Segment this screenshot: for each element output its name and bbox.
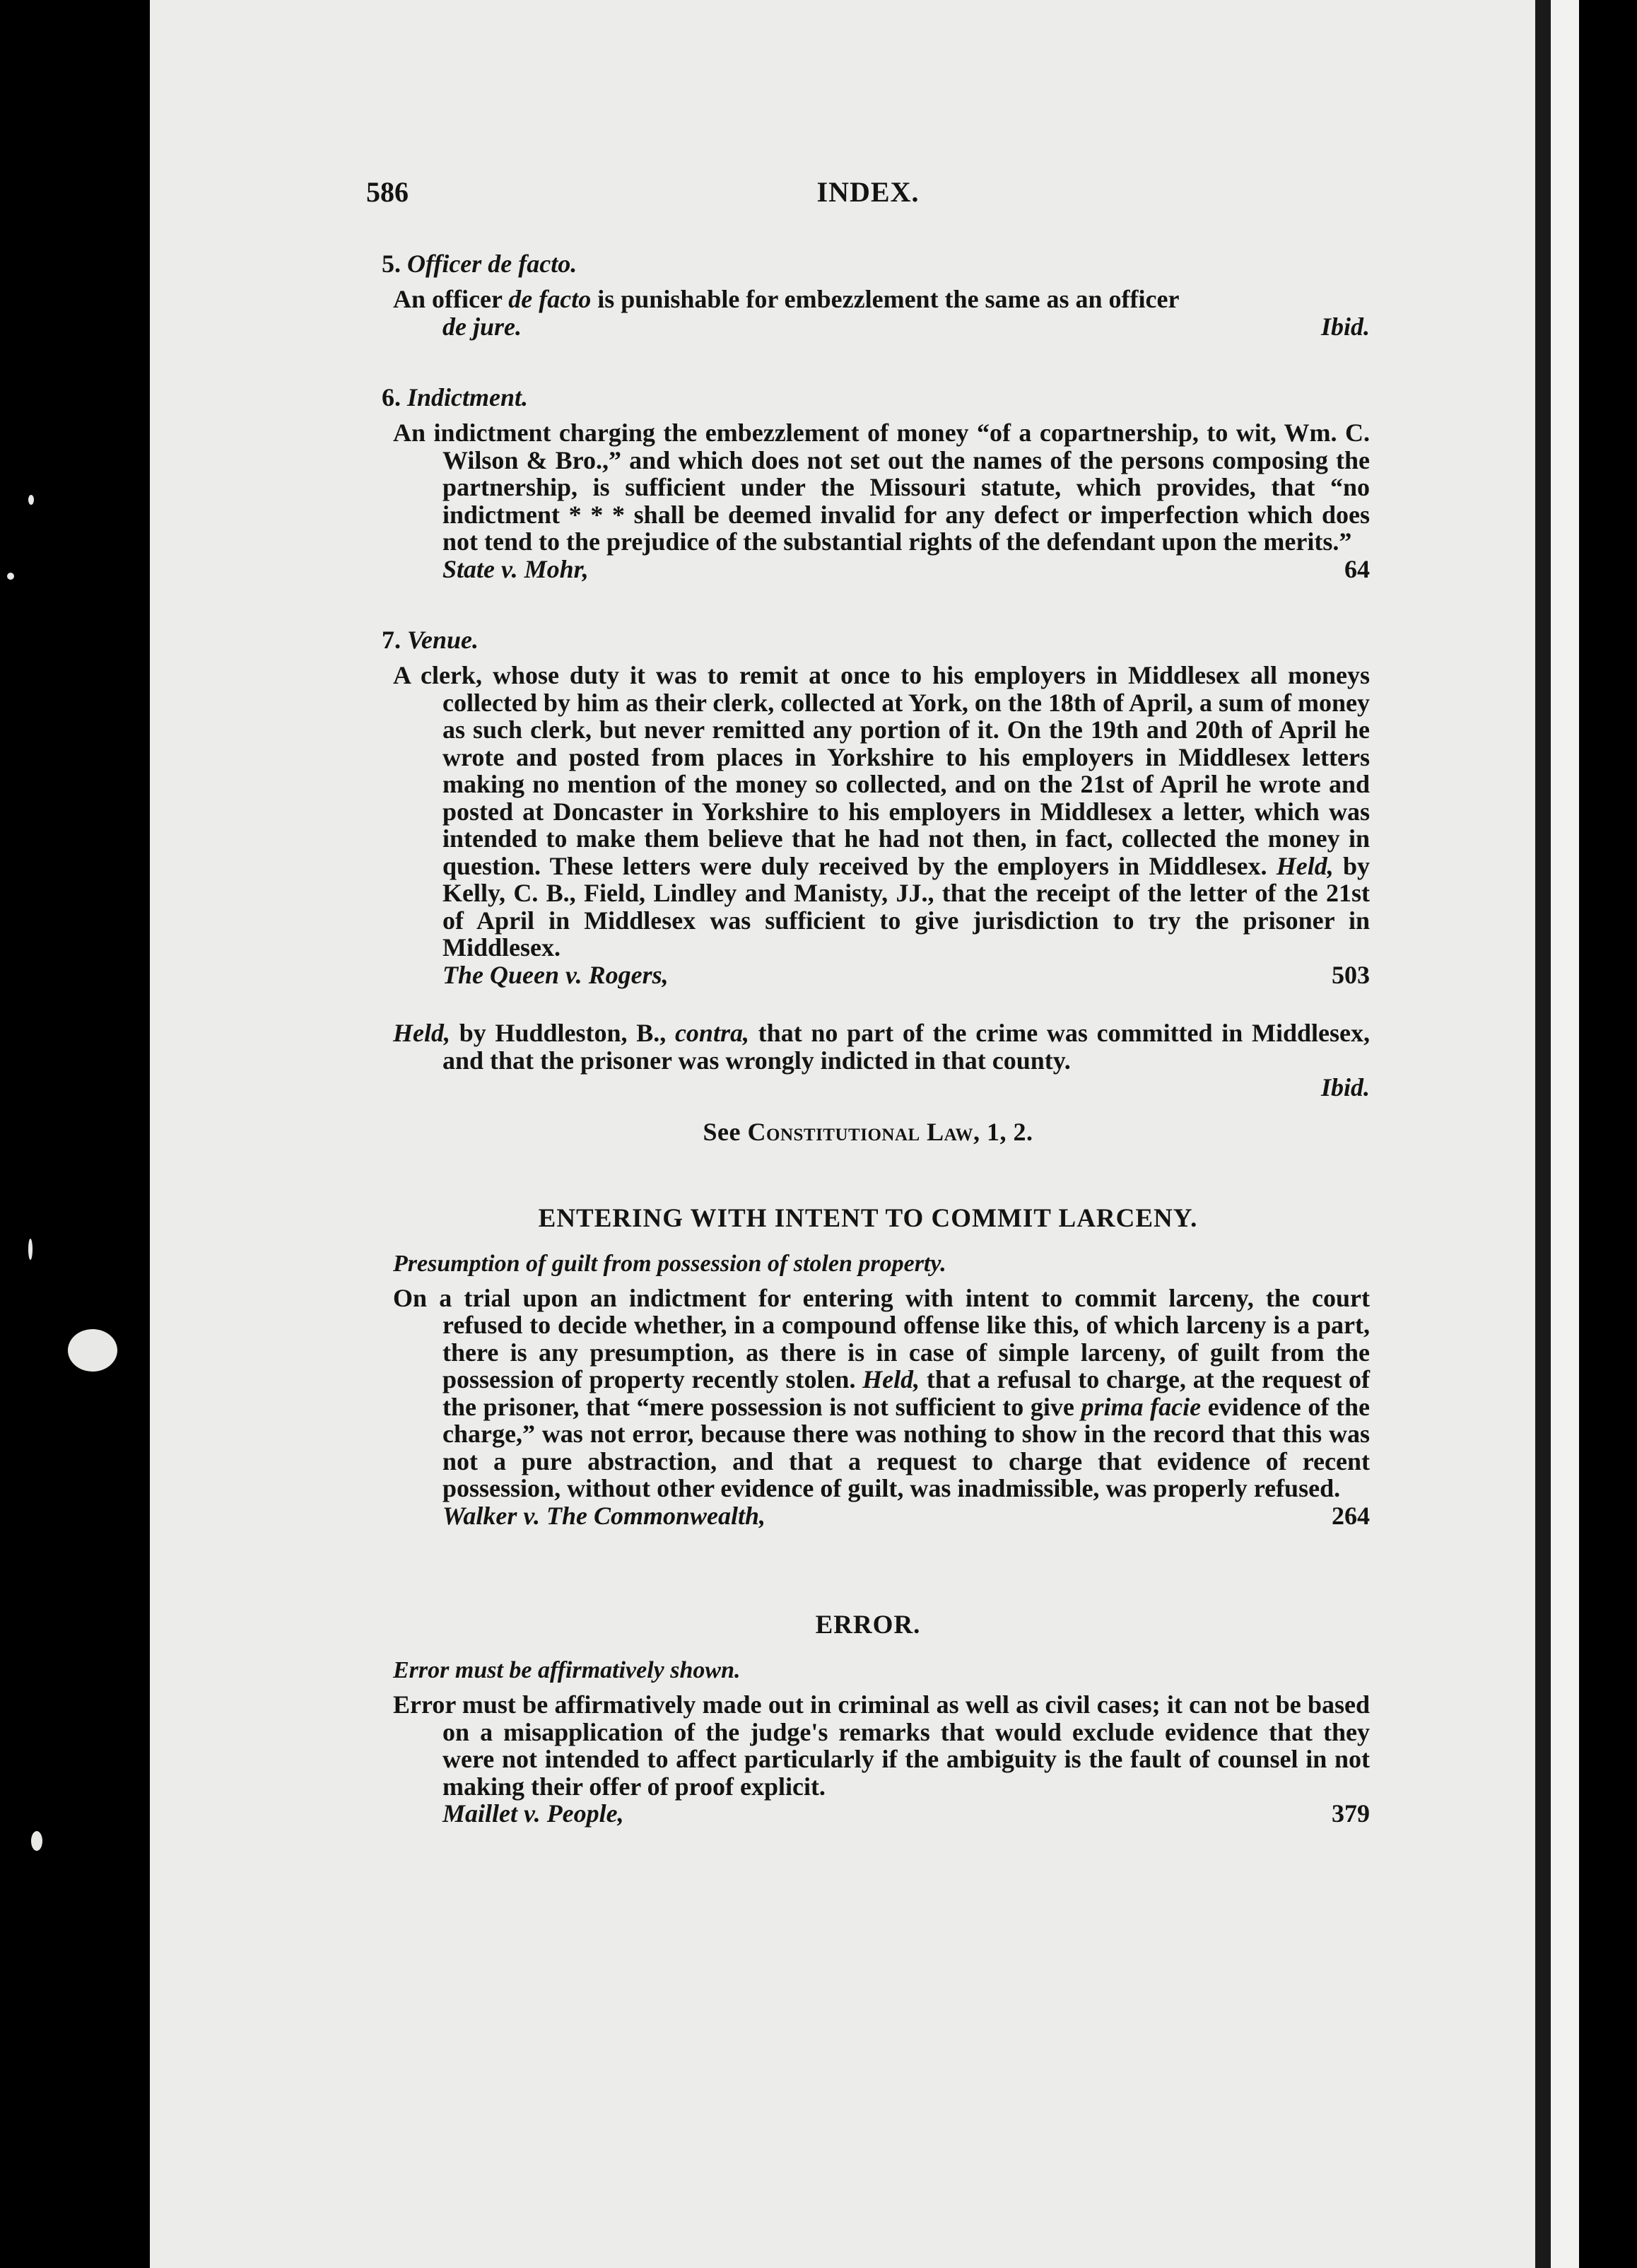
subhead-number: 5. [382, 250, 401, 278]
see-numbers: , 1, 2. [973, 1117, 1033, 1146]
entry-italic: Held, [1276, 851, 1334, 880]
subhead-number: 6. [382, 383, 401, 411]
case-page-ref: 503 [1332, 960, 1370, 989]
subhead-number: 7. [382, 626, 401, 654]
case-page-ref: 379 [1332, 1799, 1370, 1828]
entry-text: that no part of the crime was committed in Middlesex, and that the prisoner was wrongly indicted in that county. [442, 1019, 1370, 1075]
subhead-venue [366, 625, 1370, 655]
index-content [366, 249, 1370, 1828]
case-name: Walker v. The Commonwealth, [442, 1501, 766, 1530]
entry-text: Error must be affirmatively made out in criminal as well as civil cases; it can not be based on a misapplication of the judge's remarks that would exclude evidence that they were not intended to affect particularly if the ambiguity is the fault of counsel in not making their offer of proof explicit. [393, 1690, 1370, 1801]
subhead-title: Officer de facto. [407, 250, 577, 278]
section-title-error: ERROR. [815, 1611, 921, 1639]
scan-speck [7, 573, 14, 580]
scan-speck [68, 1329, 117, 1372]
page-number: 586 [366, 176, 409, 208]
entry-text: On a trial upon an indictment for entering with intent to commit larceny, the court refused to decide whether, in a compound offense like this, of which larceny is a part, there is any presumption, as there is in case of simple larceny, of guilt from the possession of property recently stolen. [393, 1283, 1370, 1393]
entry-text: that a refusal to charge, at the request of the prisoner, that “mere possession is not sufficient to give [442, 1365, 1371, 1421]
case-name: The Queen v. Rogers, [442, 960, 669, 989]
see-target: Constitutional Law [747, 1117, 973, 1146]
scan-speck [31, 1831, 42, 1851]
page-gutter-shadow [1535, 0, 1551, 2268]
index-entry [366, 1691, 1370, 1828]
running-head [366, 175, 1370, 218]
subhead-officer-de-facto [366, 249, 1370, 279]
case-page-ref: 64 [1344, 554, 1370, 583]
subhead-indictment [366, 382, 1370, 412]
entry-text: An officer [393, 285, 509, 313]
scan-speck [28, 1239, 33, 1260]
entry-italic: Held, [393, 1019, 450, 1047]
entry-text: by Huddleston, B., [450, 1019, 675, 1047]
case-name: State v. Mohr, [442, 554, 589, 583]
entry-text: is punishable for embezzlement the same as an officer [591, 285, 1180, 313]
entry-text: A clerk, whose duty it was to remit at once to his employers in Middlesex all moneys collected by him as their clerk, collected at York, on the 18th of April, a sum of money as such clerk, but never remitted any portion of it. On the 19th and 20th of April he wrote and posted from places in Yorkshire to his employers in Middlesex letters making no mention of the money so collected, and on the 21st of April he wrote and posted at Doncaster in Yorkshire to his employers in Middlesex a letter, which was intended to make them believe that he had not then, in fact, collected the money in question. These letters were duly received by the employers in Middlesex. [393, 661, 1370, 880]
entry-italic: de jure. [442, 312, 522, 341]
index-entry [366, 662, 1370, 988]
entry-text: by Kelly, C. B., Field, Lindley and Manisty, JJ., that the receipt of the letter of the 21st of April in Middlesex was sufficient to give jurisdiction to try the prisoner in Middlesex. [442, 851, 1370, 961]
index-entry [366, 1285, 1370, 1530]
index-entry [366, 286, 1370, 340]
case-page-ref: 264 [1332, 1501, 1370, 1530]
page-header: INDEX. [816, 176, 920, 208]
subhead-title: Venue. [407, 626, 479, 654]
entry-italic: contra, [674, 1019, 749, 1047]
subhead-title: Indictment. [407, 383, 529, 411]
entry-italic: Held, [862, 1365, 920, 1393]
section-title-entering: ENTERING WITH INTENT TO COMMIT LARCENY. [538, 1203, 1198, 1233]
index-entry [366, 1019, 1370, 1101]
topic-heading: Presumption of guilt from possession of stolen property. [393, 1250, 946, 1277]
topic-heading: Error must be affirmatively shown. [393, 1657, 741, 1683]
entry-italic: de facto [508, 285, 592, 313]
case-page-ref: Ibid. [1320, 312, 1370, 341]
case-page-ref: Ibid. [1320, 1073, 1370, 1101]
scan-speck [28, 495, 34, 505]
facing-page-edge [1551, 0, 1579, 2268]
see-label: See [703, 1117, 748, 1146]
entry-italic: prima facie [1081, 1392, 1202, 1421]
entry-text: evidence of the charge,” was not error, because there was nothing to show in the record that this was not a pure abstraction, and that a request to charge that evidence of recent possession, without other evidence of guilt, was inadmissible, was properly refused. [442, 1392, 1370, 1502]
entry-text: An indictment charging the embezzlement of money “of a copartnership, to wit, Wm. C. Wilson & Bro.,” and which does not set out the names of the persons composing the partnership, is sufficient under the Missouri statute, which provides, that “no indictment * * * shall be deemed invalid for any defect or imperfection which does not tend to the prejudice of the substantial rights of the defendant upon the merits.” [393, 419, 1370, 556]
index-entry [366, 419, 1370, 583]
case-name: Maillet v. People, [442, 1799, 624, 1828]
see-also-reference [366, 1117, 1370, 1147]
